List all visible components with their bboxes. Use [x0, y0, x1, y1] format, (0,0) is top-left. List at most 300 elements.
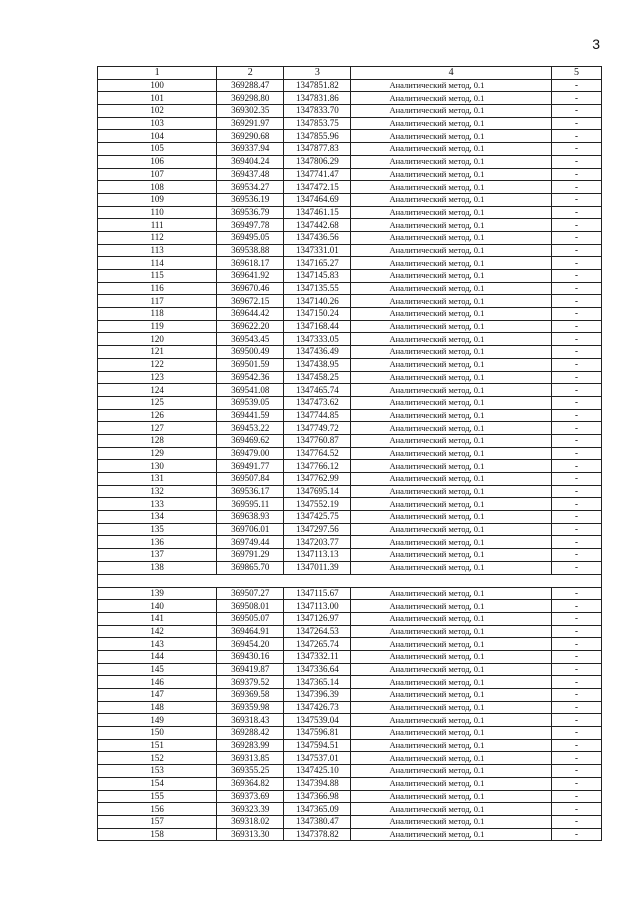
point-number-cell: 144: [98, 650, 217, 663]
method-cell: Аналитический метод, 0.1: [351, 815, 551, 828]
table-row: [98, 181, 602, 194]
x-coordinate-cell: 369430.16: [217, 650, 284, 663]
x-coordinate-cell: 369337.94: [217, 143, 284, 156]
point-number-cell: 136: [98, 536, 217, 549]
method-cell: Аналитический метод, 0.1: [351, 422, 551, 435]
note-cell: -: [551, 460, 601, 473]
x-coordinate-cell: 369672.15: [217, 295, 284, 308]
y-coordinate-cell: 1347472.15: [284, 181, 351, 194]
table-row: [98, 193, 602, 206]
point-number-cell: 143: [98, 638, 217, 651]
x-coordinate-cell: 369313.30: [217, 828, 284, 841]
note-cell: -: [551, 181, 601, 194]
x-coordinate-cell: 369288.42: [217, 727, 284, 740]
table-row: [98, 587, 602, 600]
point-number-cell: 131: [98, 473, 217, 486]
y-coordinate-cell: 1347203.77: [284, 536, 351, 549]
x-coordinate-cell: 369706.01: [217, 523, 284, 536]
y-coordinate-cell: 1347126.97: [284, 612, 351, 625]
x-coordinate-cell: 369437.48: [217, 168, 284, 181]
point-number-cell: 133: [98, 498, 217, 511]
x-coordinate-cell: 369454.20: [217, 638, 284, 651]
note-cell: -: [551, 79, 601, 92]
method-cell: Аналитический метод, 0.1: [351, 219, 551, 232]
table-row: [98, 612, 602, 625]
x-coordinate-cell: 369536.19: [217, 193, 284, 206]
table-row: [98, 689, 602, 702]
x-coordinate-cell: 369369.58: [217, 689, 284, 702]
method-cell: Аналитический метод, 0.1: [351, 346, 551, 359]
y-coordinate-cell: 1347145.83: [284, 270, 351, 283]
note-cell: -: [551, 815, 601, 828]
point-number-cell: 150: [98, 727, 217, 740]
note-cell: -: [551, 689, 601, 702]
x-coordinate-cell: 369318.43: [217, 714, 284, 727]
x-coordinate-cell: 369507.27: [217, 587, 284, 600]
x-coordinate-cell: 369538.88: [217, 244, 284, 257]
note-cell: -: [551, 396, 601, 409]
method-cell: Аналитический метод, 0.1: [351, 231, 551, 244]
method-cell: Аналитический метод, 0.1: [351, 625, 551, 638]
note-cell: -: [551, 155, 601, 168]
method-cell: Аналитический метод, 0.1: [351, 727, 551, 740]
y-coordinate-cell: 1347332.11: [284, 650, 351, 663]
note-cell: -: [551, 714, 601, 727]
point-number-cell: 109: [98, 193, 217, 206]
point-number-cell: 142: [98, 625, 217, 638]
table-row: [98, 625, 602, 638]
table-row: [98, 92, 602, 105]
table-row: [98, 701, 602, 714]
point-number-cell: 124: [98, 384, 217, 397]
table-row: [98, 117, 602, 130]
point-number-cell: 148: [98, 701, 217, 714]
table-row: [98, 130, 602, 143]
table-row: [98, 257, 602, 270]
method-cell: Аналитический метод, 0.1: [351, 536, 551, 549]
note-cell: -: [551, 739, 601, 752]
y-coordinate-cell: 1347762.99: [284, 473, 351, 486]
method-cell: Аналитический метод, 0.1: [351, 650, 551, 663]
x-coordinate-cell: 369290.68: [217, 130, 284, 143]
note-cell: -: [551, 358, 601, 371]
note-cell: -: [551, 511, 601, 524]
point-number-cell: 140: [98, 600, 217, 613]
y-coordinate-cell: 1347442.68: [284, 219, 351, 232]
y-coordinate-cell: 1347695.14: [284, 485, 351, 498]
method-cell: Аналитический метод, 0.1: [351, 409, 551, 422]
method-cell: Аналитический метод, 0.1: [351, 600, 551, 613]
table-row: [98, 282, 602, 295]
note-cell: -: [551, 308, 601, 321]
point-number-cell: 138: [98, 561, 217, 574]
table-gap-row: [98, 574, 602, 587]
y-coordinate-cell: 1347806.29: [284, 155, 351, 168]
table-row: [98, 790, 602, 803]
y-coordinate-cell: 1347365.14: [284, 676, 351, 689]
method-cell: Аналитический метод, 0.1: [351, 739, 551, 752]
y-coordinate-cell: 1347877.83: [284, 143, 351, 156]
method-cell: Аналитический метод, 0.1: [351, 181, 551, 194]
table-row: [98, 206, 602, 219]
x-coordinate-cell: 369464.91: [217, 625, 284, 638]
x-coordinate-cell: 369536.17: [217, 485, 284, 498]
y-coordinate-cell: 1347853.75: [284, 117, 351, 130]
y-coordinate-cell: 1347265.74: [284, 638, 351, 651]
x-coordinate-cell: 369373.69: [217, 790, 284, 803]
y-coordinate-cell: 1347744.85: [284, 409, 351, 422]
table-row: [98, 409, 602, 422]
note-cell: -: [551, 244, 601, 257]
method-cell: Аналитический метод, 0.1: [351, 155, 551, 168]
table-row: [98, 803, 602, 816]
table-row: [98, 79, 602, 92]
table-row: [98, 650, 602, 663]
table-row: [98, 396, 602, 409]
x-coordinate-cell: 369283.99: [217, 739, 284, 752]
table-row: [98, 422, 602, 435]
point-number-cell: 125: [98, 396, 217, 409]
x-coordinate-cell: 369508.01: [217, 600, 284, 613]
y-coordinate-cell: 1347165.27: [284, 257, 351, 270]
y-coordinate-cell: 1347760.87: [284, 434, 351, 447]
table-row: [98, 676, 602, 689]
y-coordinate-cell: 1347831.86: [284, 92, 351, 105]
point-number-cell: 116: [98, 282, 217, 295]
table-row: [98, 511, 602, 524]
note-cell: -: [551, 143, 601, 156]
x-coordinate-cell: 369791.29: [217, 549, 284, 562]
table-row: [98, 143, 602, 156]
x-coordinate-cell: 369541.08: [217, 384, 284, 397]
y-coordinate-cell: 1347764.52: [284, 447, 351, 460]
x-coordinate-cell: 369288.47: [217, 79, 284, 92]
x-coordinate-cell: 369595.11: [217, 498, 284, 511]
note-cell: -: [551, 701, 601, 714]
note-cell: -: [551, 270, 601, 283]
point-number-cell: 102: [98, 105, 217, 118]
y-coordinate-cell: 1347264.53: [284, 625, 351, 638]
note-cell: -: [551, 777, 601, 790]
y-coordinate-cell: 1347150.24: [284, 308, 351, 321]
note-cell: -: [551, 612, 601, 625]
method-cell: Аналитический метод, 0.1: [351, 320, 551, 333]
table-row: [98, 346, 602, 359]
method-cell: Аналитический метод, 0.1: [351, 358, 551, 371]
point-number-cell: 103: [98, 117, 217, 130]
method-cell: Аналитический метод, 0.1: [351, 244, 551, 257]
point-number-cell: 139: [98, 587, 217, 600]
note-cell: -: [551, 409, 601, 422]
note-cell: -: [551, 295, 601, 308]
point-number-cell: 155: [98, 790, 217, 803]
table-row: [98, 384, 602, 397]
point-number-cell: 112: [98, 231, 217, 244]
coordinates-table: [97, 66, 602, 841]
x-coordinate-cell: 369618.17: [217, 257, 284, 270]
table-row: [98, 663, 602, 676]
table-row: [98, 295, 602, 308]
note-cell: -: [551, 498, 601, 511]
column-header: 3: [284, 67, 351, 80]
method-cell: Аналитический метод, 0.1: [351, 777, 551, 790]
method-cell: Аналитический метод, 0.1: [351, 790, 551, 803]
y-coordinate-cell: 1347537.01: [284, 752, 351, 765]
y-coordinate-cell: 1347115.67: [284, 587, 351, 600]
method-cell: Аналитический метод, 0.1: [351, 447, 551, 460]
method-cell: Аналитический метод, 0.1: [351, 638, 551, 651]
note-cell: -: [551, 434, 601, 447]
point-number-cell: 129: [98, 447, 217, 460]
x-coordinate-cell: 369359.98: [217, 701, 284, 714]
point-number-cell: 126: [98, 409, 217, 422]
table-row: [98, 549, 602, 562]
point-number-cell: 113: [98, 244, 217, 257]
x-coordinate-cell: 369313.85: [217, 752, 284, 765]
method-cell: Аналитический метод, 0.1: [351, 689, 551, 702]
table-row: [98, 155, 602, 168]
y-coordinate-cell: 1347331.01: [284, 244, 351, 257]
gap-cell: [98, 574, 602, 587]
note-cell: -: [551, 828, 601, 841]
x-coordinate-cell: 369543.45: [217, 333, 284, 346]
y-coordinate-cell: 1347396.39: [284, 689, 351, 702]
y-coordinate-cell: 1347458.25: [284, 371, 351, 384]
y-coordinate-cell: 1347851.82: [284, 79, 351, 92]
table-row: [98, 739, 602, 752]
method-cell: Аналитический метод, 0.1: [351, 434, 551, 447]
method-cell: Аналитический метод, 0.1: [351, 143, 551, 156]
method-cell: Аналитический метод, 0.1: [351, 676, 551, 689]
x-coordinate-cell: 369670.46: [217, 282, 284, 295]
point-number-cell: 121: [98, 346, 217, 359]
method-cell: Аналитический метод, 0.1: [351, 92, 551, 105]
note-cell: -: [551, 282, 601, 295]
note-cell: -: [551, 485, 601, 498]
point-number-cell: 100: [98, 79, 217, 92]
y-coordinate-cell: 1347336.64: [284, 663, 351, 676]
x-coordinate-cell: 369644.42: [217, 308, 284, 321]
method-cell: Аналитический метод, 0.1: [351, 803, 551, 816]
note-cell: -: [551, 790, 601, 803]
x-coordinate-cell: 369323.39: [217, 803, 284, 816]
y-coordinate-cell: 1347749.72: [284, 422, 351, 435]
y-coordinate-cell: 1347113.13: [284, 549, 351, 562]
point-number-cell: 135: [98, 523, 217, 536]
point-number-cell: 108: [98, 181, 217, 194]
table-row: [98, 600, 602, 613]
method-cell: Аналитический метод, 0.1: [351, 282, 551, 295]
method-cell: Аналитический метод, 0.1: [351, 117, 551, 130]
table-row: [98, 523, 602, 536]
point-number-cell: 104: [98, 130, 217, 143]
table-row: [98, 473, 602, 486]
point-number-cell: 154: [98, 777, 217, 790]
method-cell: Аналитический метод, 0.1: [351, 765, 551, 778]
note-cell: -: [551, 561, 601, 574]
y-coordinate-cell: 1347436.56: [284, 231, 351, 244]
point-number-cell: 137: [98, 549, 217, 562]
x-coordinate-cell: 369505.07: [217, 612, 284, 625]
method-cell: Аналитический метод, 0.1: [351, 371, 551, 384]
point-number-cell: 118: [98, 308, 217, 321]
point-number-cell: 119: [98, 320, 217, 333]
y-coordinate-cell: 1347596.81: [284, 727, 351, 740]
note-cell: -: [551, 117, 601, 130]
note-cell: -: [551, 727, 601, 740]
method-cell: Аналитический метод, 0.1: [351, 612, 551, 625]
method-cell: Аналитический метод, 0.1: [351, 295, 551, 308]
y-coordinate-cell: 1347380.47: [284, 815, 351, 828]
point-number-cell: 153: [98, 765, 217, 778]
note-cell: -: [551, 231, 601, 244]
note-cell: -: [551, 92, 601, 105]
y-coordinate-cell: 1347741.47: [284, 168, 351, 181]
note-cell: -: [551, 676, 601, 689]
x-coordinate-cell: 369638.93: [217, 511, 284, 524]
x-coordinate-cell: 369536.79: [217, 206, 284, 219]
method-cell: Аналитический метод, 0.1: [351, 828, 551, 841]
table-row: [98, 727, 602, 740]
point-number-cell: 149: [98, 714, 217, 727]
method-cell: Аналитический метод, 0.1: [351, 384, 551, 397]
table-row: [98, 828, 602, 841]
y-coordinate-cell: 1347425.10: [284, 765, 351, 778]
note-cell: -: [551, 206, 601, 219]
point-number-cell: 101: [98, 92, 217, 105]
point-number-cell: 130: [98, 460, 217, 473]
note-cell: -: [551, 219, 601, 232]
note-cell: -: [551, 333, 601, 346]
method-cell: Аналитический метод, 0.1: [351, 333, 551, 346]
point-number-cell: 105: [98, 143, 217, 156]
method-cell: Аналитический метод, 0.1: [351, 396, 551, 409]
note-cell: -: [551, 384, 601, 397]
y-coordinate-cell: 1347855.96: [284, 130, 351, 143]
x-coordinate-cell: 369641.92: [217, 270, 284, 283]
point-number-cell: 132: [98, 485, 217, 498]
note-cell: -: [551, 422, 601, 435]
y-coordinate-cell: 1347333.05: [284, 333, 351, 346]
column-header: 1: [98, 67, 217, 80]
table-row: [98, 358, 602, 371]
method-cell: Аналитический метод, 0.1: [351, 714, 551, 727]
x-coordinate-cell: 369491.77: [217, 460, 284, 473]
x-coordinate-cell: 369501.59: [217, 358, 284, 371]
y-coordinate-cell: 1347436.49: [284, 346, 351, 359]
note-cell: -: [551, 523, 601, 536]
x-coordinate-cell: 369298.80: [217, 92, 284, 105]
method-cell: Аналитический метод, 0.1: [351, 663, 551, 676]
table-row: [98, 561, 602, 574]
y-coordinate-cell: 1347594.51: [284, 739, 351, 752]
table-row: [98, 460, 602, 473]
table-row: [98, 777, 602, 790]
y-coordinate-cell: 1347552.19: [284, 498, 351, 511]
point-number-cell: 146: [98, 676, 217, 689]
table-row: [98, 752, 602, 765]
table-row: [98, 168, 602, 181]
table-row: [98, 815, 602, 828]
method-cell: Аналитический метод, 0.1: [351, 523, 551, 536]
method-cell: Аналитический метод, 0.1: [351, 549, 551, 562]
y-coordinate-cell: 1347438.95: [284, 358, 351, 371]
x-coordinate-cell: 369364.82: [217, 777, 284, 790]
method-cell: Аналитический метод, 0.1: [351, 105, 551, 118]
x-coordinate-cell: 369453.22: [217, 422, 284, 435]
note-cell: -: [551, 320, 601, 333]
x-coordinate-cell: 369542.36: [217, 371, 284, 384]
note-cell: -: [551, 650, 601, 663]
y-coordinate-cell: 1347426.73: [284, 701, 351, 714]
table-row: [98, 638, 602, 651]
y-coordinate-cell: 1347366.98: [284, 790, 351, 803]
note-cell: -: [551, 536, 601, 549]
x-coordinate-cell: 369404.24: [217, 155, 284, 168]
table-row: [98, 219, 602, 232]
note-cell: -: [551, 625, 601, 638]
point-number-cell: 122: [98, 358, 217, 371]
x-coordinate-cell: 369355.25: [217, 765, 284, 778]
note-cell: -: [551, 447, 601, 460]
table-row: [98, 244, 602, 257]
point-number-cell: 134: [98, 511, 217, 524]
y-coordinate-cell: 1347465.74: [284, 384, 351, 397]
note-cell: -: [551, 257, 601, 270]
table-row: [98, 498, 602, 511]
point-number-cell: 147: [98, 689, 217, 702]
note-cell: -: [551, 600, 601, 613]
y-coordinate-cell: 1347011.39: [284, 561, 351, 574]
y-coordinate-cell: 1347394.88: [284, 777, 351, 790]
y-coordinate-cell: 1347766.12: [284, 460, 351, 473]
method-cell: Аналитический метод, 0.1: [351, 485, 551, 498]
method-cell: Аналитический метод, 0.1: [351, 473, 551, 486]
point-number-cell: 145: [98, 663, 217, 676]
point-number-cell: 114: [98, 257, 217, 270]
y-coordinate-cell: 1347473.62: [284, 396, 351, 409]
table-row: [98, 765, 602, 778]
y-coordinate-cell: 1347297.56: [284, 523, 351, 536]
method-cell: Аналитический метод, 0.1: [351, 79, 551, 92]
method-cell: Аналитический метод, 0.1: [351, 511, 551, 524]
x-coordinate-cell: 369749.44: [217, 536, 284, 549]
x-coordinate-cell: 369622.20: [217, 320, 284, 333]
method-cell: Аналитический метод, 0.1: [351, 460, 551, 473]
method-cell: Аналитический метод, 0.1: [351, 701, 551, 714]
x-coordinate-cell: 369539.05: [217, 396, 284, 409]
y-coordinate-cell: 1347461.15: [284, 206, 351, 219]
table-row: [98, 434, 602, 447]
x-coordinate-cell: 369302.35: [217, 105, 284, 118]
column-header: 4: [351, 67, 551, 80]
note-cell: -: [551, 105, 601, 118]
x-coordinate-cell: 369865.70: [217, 561, 284, 574]
note-cell: -: [551, 168, 601, 181]
table-row: [98, 485, 602, 498]
x-coordinate-cell: 369507.84: [217, 473, 284, 486]
note-cell: -: [551, 346, 601, 359]
method-cell: Аналитический метод, 0.1: [351, 206, 551, 219]
x-coordinate-cell: 369419.87: [217, 663, 284, 676]
method-cell: Аналитический метод, 0.1: [351, 168, 551, 181]
x-coordinate-cell: 369495.05: [217, 231, 284, 244]
point-number-cell: 141: [98, 612, 217, 625]
point-number-cell: 157: [98, 815, 217, 828]
x-coordinate-cell: 369379.52: [217, 676, 284, 689]
method-cell: Аналитический метод, 0.1: [351, 308, 551, 321]
x-coordinate-cell: 369441.59: [217, 409, 284, 422]
